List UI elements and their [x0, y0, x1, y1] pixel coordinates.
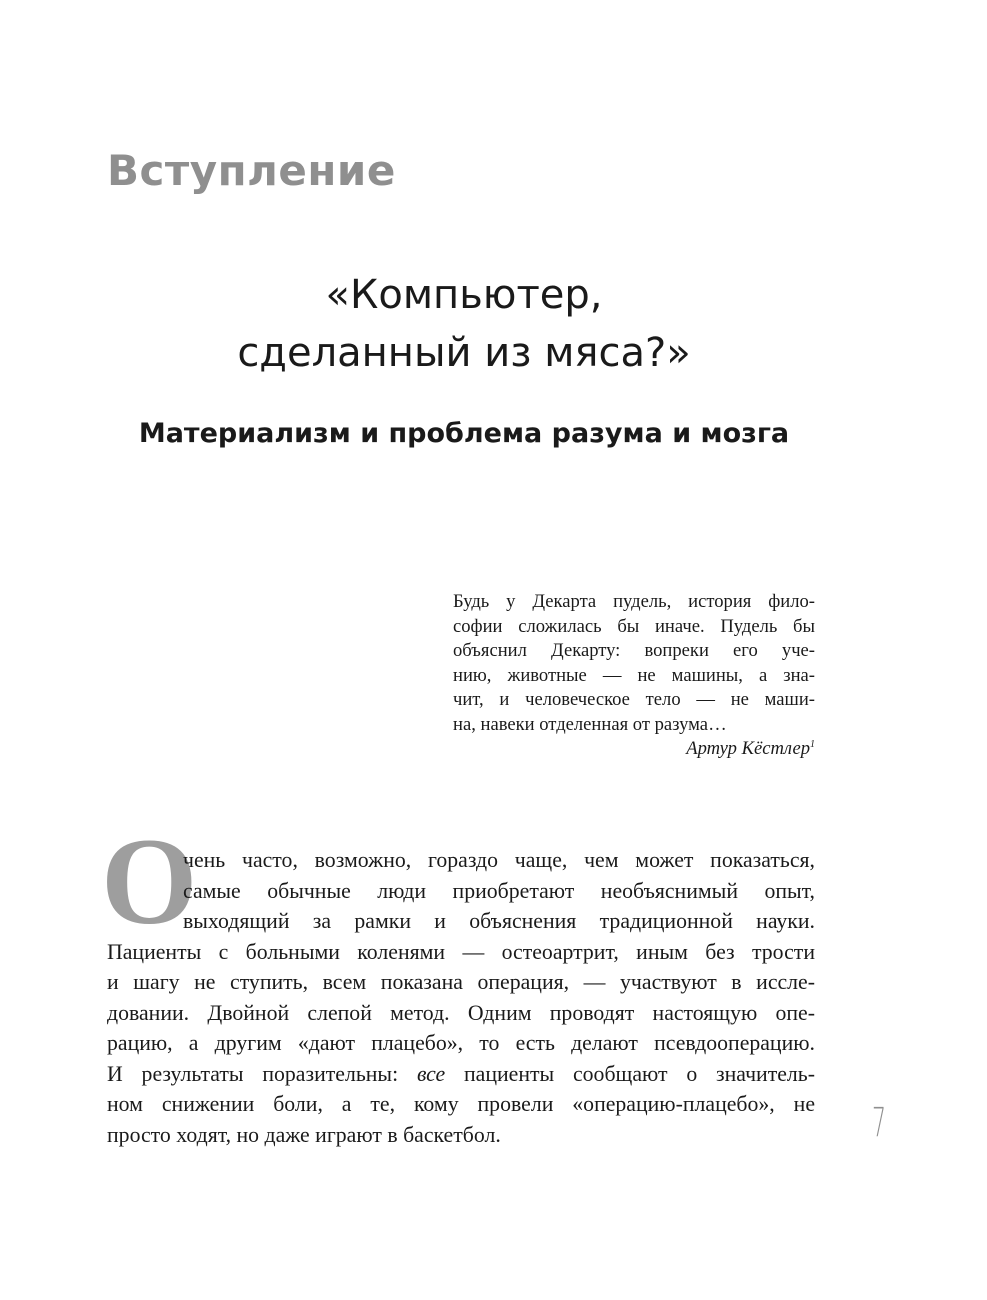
epigraph-author: [453, 737, 815, 762]
chapter-title-line: сделанный из мяса?»: [237, 330, 691, 376]
page-number: 7: [872, 1100, 886, 1146]
epigraph: [453, 590, 815, 762]
body-line: чень часто, возможно, гораздо чаще, чем может показаться,: [183, 848, 815, 872]
drop-cap: О: [101, 813, 198, 950]
body-line: просто ходят, но даже играют в баскетбол.: [107, 1122, 501, 1147]
footnote-ref[interactable]: 1: [810, 738, 815, 750]
epigraph-line: софии сложилась бы иначе. Пудель бы: [453, 615, 815, 637]
chapter-subtitle: Материализм и проблема разума и мозга: [138, 418, 790, 449]
body-line: и шагу не ступить, всем показана операция, — участвуют в иссле-: [107, 970, 815, 994]
body-line: выходящий за рамки и объяснения традиционной науки.: [183, 909, 815, 933]
body-line: Пациенты с больными коленями — остеоартрит, иным без трости: [107, 939, 815, 964]
epigraph-line: объяснил Декарту: вопреки его уче-: [453, 640, 815, 661]
body-line-start: И результаты поразительны:: [107, 1061, 417, 1086]
epigraph-line: чит, и человеческое тело — не маши-: [453, 689, 815, 710]
chapter-title-line: «Компьютер,: [325, 272, 603, 318]
section-label: Вступление: [107, 146, 396, 195]
epigraph-line: нию, животные — не машины, а зна-: [453, 664, 815, 686]
body-line-end: пациенты сообщают о значитель-: [445, 1061, 815, 1086]
body-line-with-emphasis: [107, 1059, 815, 1090]
epigraph-line: Будь у Декарта пудель, история фило-: [453, 591, 815, 612]
epigraph-line: на, навеки отделенная от разума…: [453, 713, 727, 735]
emphasis-word: все: [416, 1061, 446, 1086]
body-line: рацию, а другим «дают плацебо», то есть делают псевдооперацию.: [107, 1031, 815, 1055]
chapter-title: [107, 266, 821, 382]
body-line: самые обычные люди приобретают необъяснимый опыт,: [183, 878, 815, 903]
body-line: довании. Двойной слепой метод. Одним проводят настоящую опе-: [107, 1000, 815, 1025]
body-line: ном снижении боли, а те, кому провели «операцию-плацебо», не: [107, 1092, 815, 1116]
epigraph-author-name: Артур Кёстлер: [686, 738, 810, 759]
body-paragraph: [107, 845, 815, 1150]
